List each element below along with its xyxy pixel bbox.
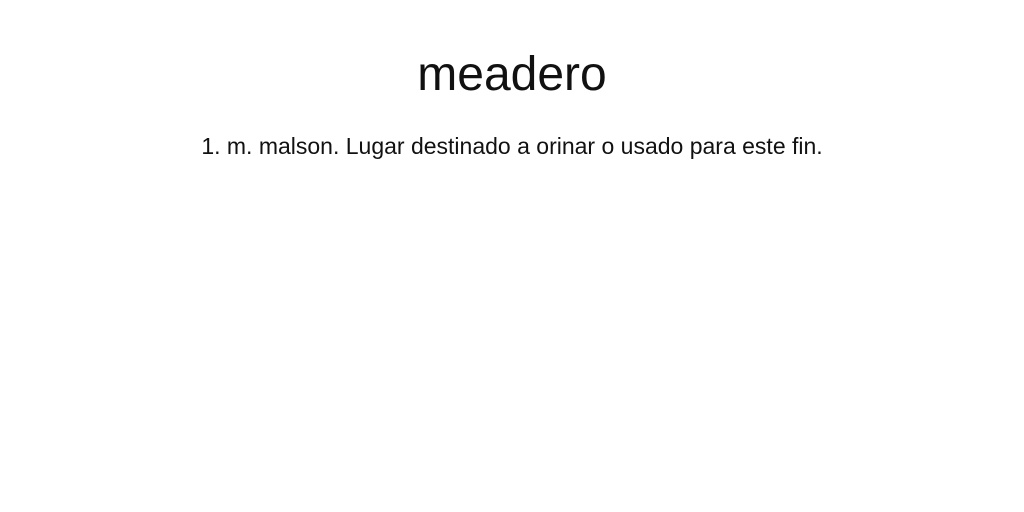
headword: meadero <box>417 48 607 101</box>
definition: 1. m. malson. Lugar destinado a orinar o usado para este fin. <box>201 133 823 159</box>
